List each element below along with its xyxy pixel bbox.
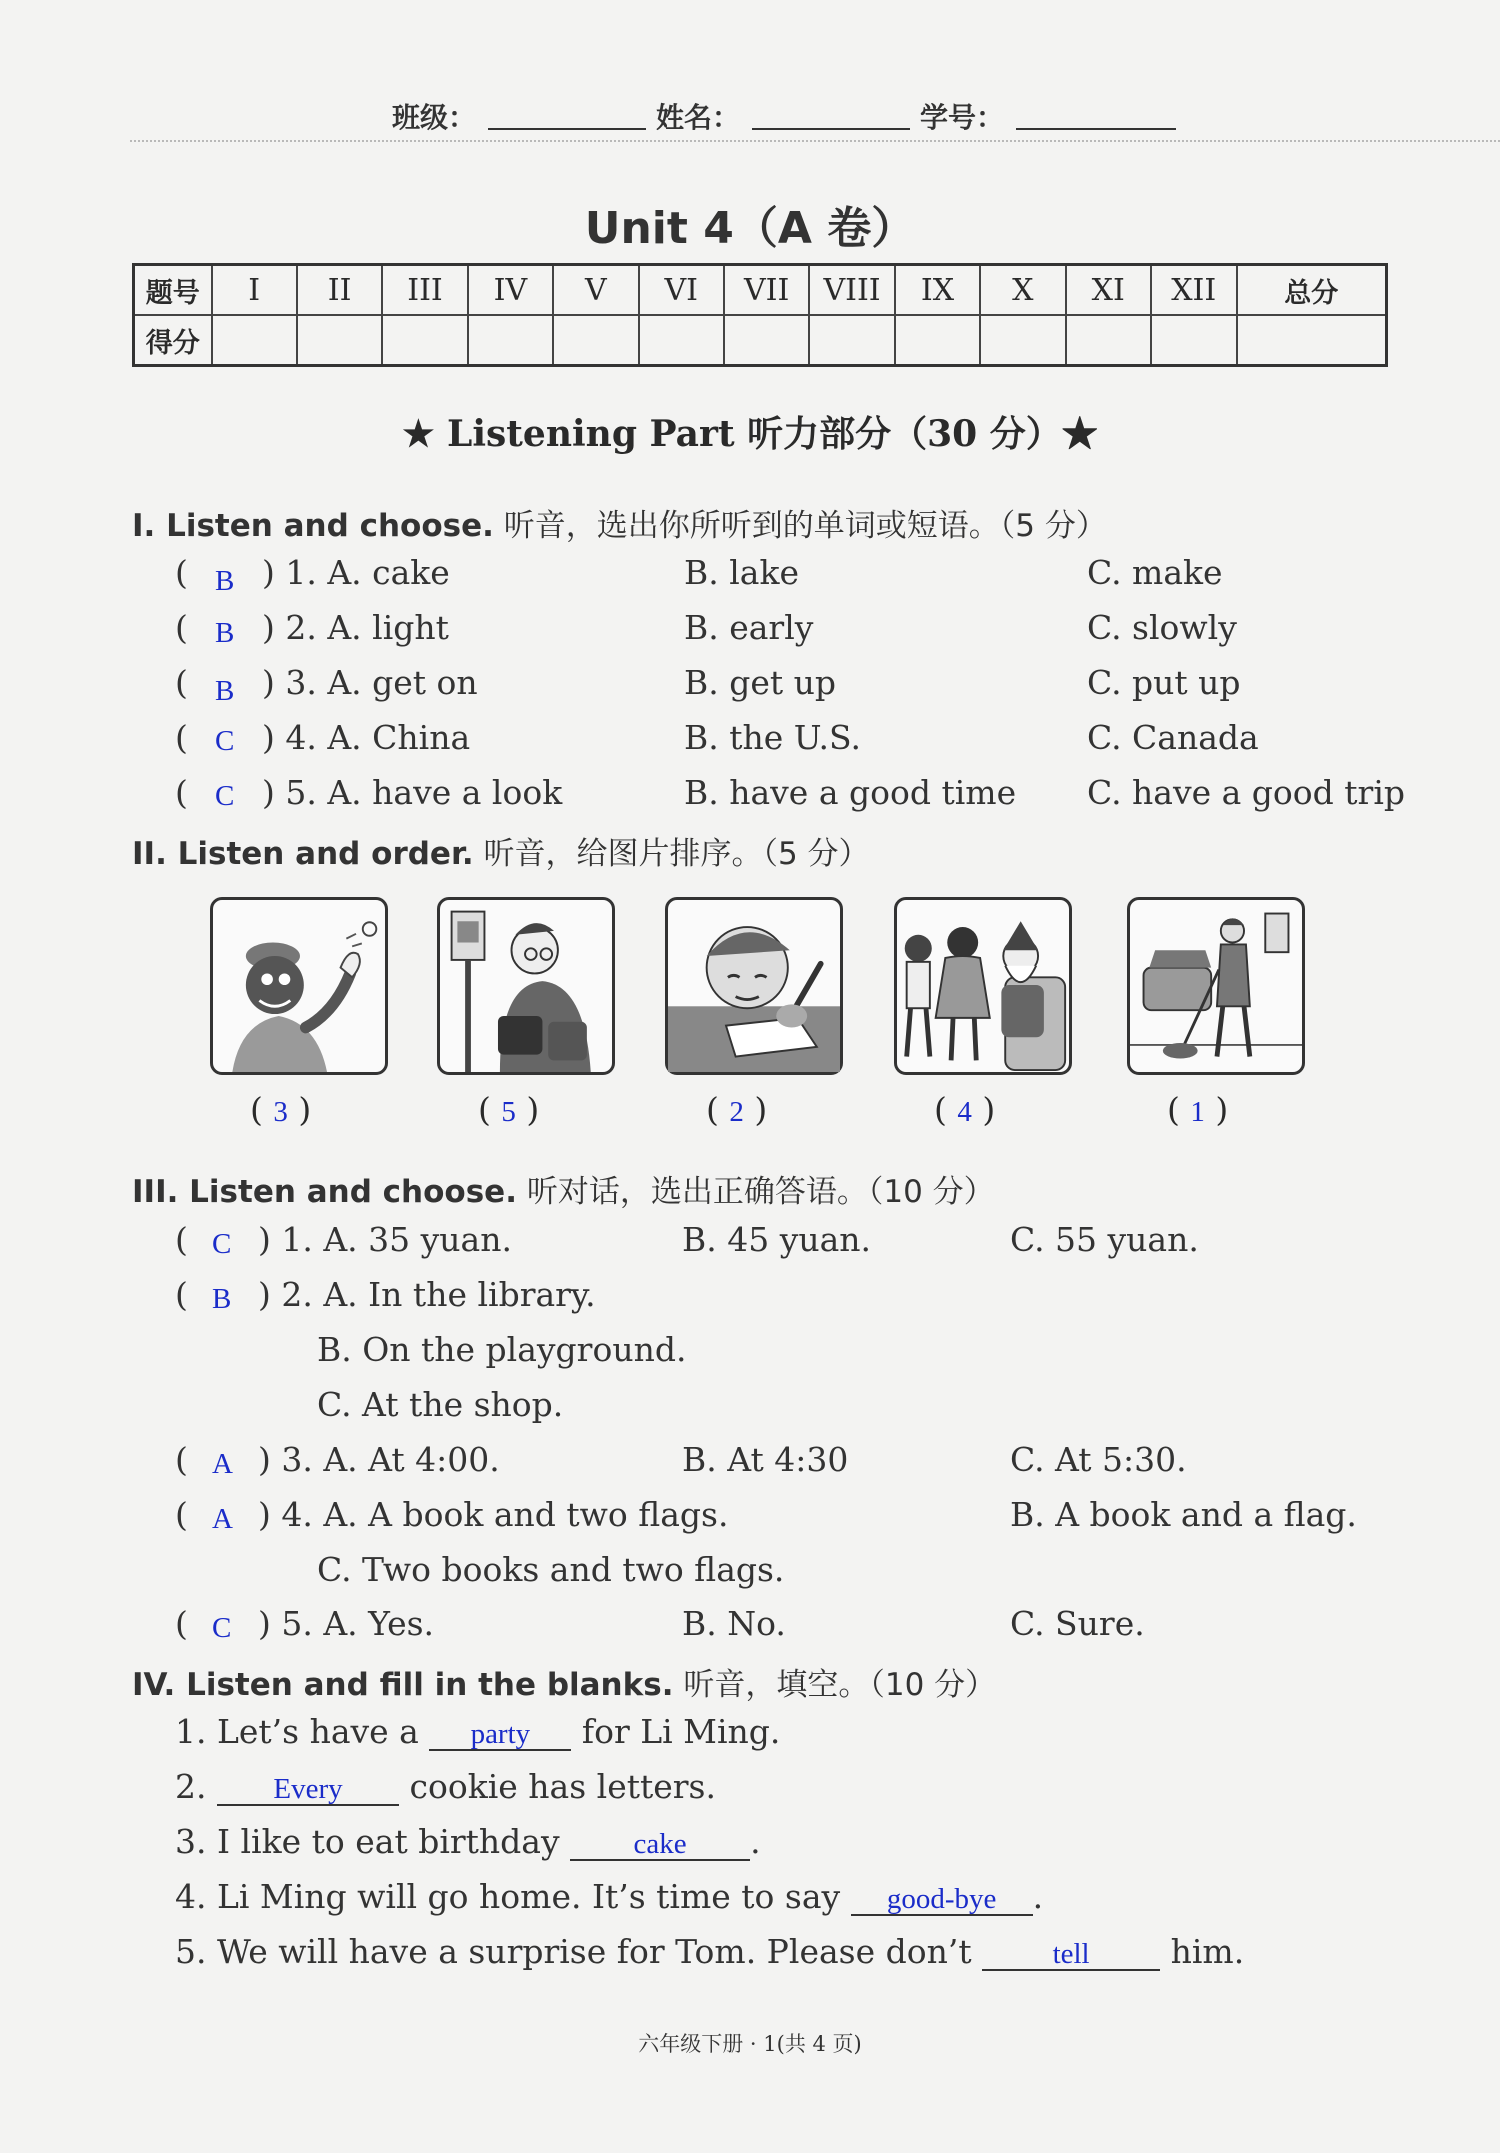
s4-blank-5[interactable]: tell: [982, 1939, 1160, 1971]
score-cell[interactable]: [382, 315, 467, 366]
s3-option-a: ) 2. A. In the library.: [258, 1275, 596, 1314]
s3-option-a: ) 5. A. Yes.: [258, 1604, 435, 1643]
section-3-heading-en: III. Listen and choose.: [132, 1174, 517, 1210]
picture-4-answer[interactable]: ( 4 ): [934, 1090, 996, 1129]
section-4-heading-zh: 听音，填空。（10 分）: [683, 1667, 997, 1703]
s3-q3: (: [175, 1440, 188, 1479]
section-1-heading-en: I. Listen and choose.: [132, 508, 494, 544]
man-at-bus-stop-icon: [440, 900, 612, 1072]
column-label: XI: [1066, 265, 1151, 316]
s4-item-4-after: .: [1032, 1877, 1044, 1916]
s1-option-b: B. get up: [684, 663, 837, 702]
s1-option-c: C. slowly: [1087, 608, 1237, 647]
s4-item-5-before: 5. We will have a surprise for Tom. Please don’t: [175, 1932, 972, 1971]
s3-option-a: ) 3. A. At 4:00.: [258, 1440, 500, 1479]
s1-option-c: C. make: [1087, 553, 1223, 592]
s1-answer-4[interactable]: C: [215, 725, 235, 757]
s3-option-b: B. 45 yuan.: [682, 1220, 872, 1259]
score-cell[interactable]: [895, 315, 980, 366]
picture-man-waving: [210, 897, 388, 1075]
section-1-heading: [132, 500, 1107, 545]
score-table-score-row: [134, 315, 1387, 366]
s1-option-c: C. have a good trip: [1087, 773, 1405, 812]
column-label: VIII: [809, 265, 894, 316]
column-label: VII: [724, 265, 809, 316]
s3-q2: (: [175, 1275, 188, 1314]
picture-2-answer[interactable]: ( 5 ): [478, 1090, 540, 1129]
total-label: 总分: [1237, 265, 1387, 316]
s1-answer-5[interactable]: C: [215, 780, 235, 812]
s1-option-b: B. have a good time: [684, 773, 1017, 812]
s4-item-3-before: 3. I like to eat birthday: [175, 1822, 560, 1861]
score-cell[interactable]: [639, 315, 724, 366]
s4-item-2-after: cookie has letters.: [409, 1767, 716, 1806]
score-cell[interactable]: [1066, 315, 1151, 366]
s4-item-1-before: 1. Let’s have a: [175, 1712, 419, 1751]
column-label: IX: [895, 265, 980, 316]
picture-1-order: 3: [273, 1096, 288, 1128]
s3-option-b: B. On the playground.: [317, 1330, 687, 1369]
s4-blank-2[interactable]: Every: [217, 1774, 399, 1806]
column-label: II: [297, 265, 382, 316]
s3-option-b: B. A book and a flag.: [1010, 1495, 1357, 1534]
picture-woman-vacuuming: [1127, 897, 1305, 1075]
class-blank[interactable]: [488, 128, 646, 130]
boy-writing-icon: [668, 900, 840, 1072]
s1-item-3: (: [175, 663, 188, 702]
s1-option-a: ) 2. A. light: [262, 608, 449, 647]
score-table: [132, 263, 1388, 367]
picture-1-answer[interactable]: ( 3 ): [250, 1090, 312, 1129]
score-cell[interactable]: [724, 315, 809, 366]
picture-5-answer[interactable]: ( 1 ): [1167, 1090, 1229, 1129]
score-label: 得分: [134, 315, 212, 366]
s1-answer-1[interactable]: B: [215, 565, 235, 597]
s4-item-3-after: .: [750, 1822, 761, 1861]
column-label: V: [553, 265, 638, 316]
section-2-heading-zh: 听音，给图片排序。（5 分）: [483, 836, 870, 872]
s4-item-5-after: him.: [1170, 1932, 1245, 1971]
s3-answer-1[interactable]: C: [212, 1228, 232, 1260]
s3-option-b: B. At 4:30: [682, 1440, 849, 1479]
s1-option-a: ) 5. A. have a look: [262, 773, 563, 812]
s1-item-5: (: [175, 773, 188, 812]
page-title: Unit 4（A 卷）: [584, 203, 916, 254]
student-number-label: 学号：: [920, 101, 1005, 134]
s3-q4: (: [175, 1495, 188, 1534]
column-label: I: [212, 265, 297, 316]
s4-blank-4[interactable]: good-bye: [851, 1884, 1033, 1916]
name-label: 姓名：: [656, 101, 741, 134]
s3-answer-4[interactable]: A: [212, 1503, 233, 1535]
picture-4-order: 4: [957, 1096, 972, 1128]
s3-option-c: C. Two books and two flags.: [317, 1550, 785, 1589]
s3-option-c: C. Sure.: [1010, 1604, 1145, 1643]
total-score-cell[interactable]: [1237, 315, 1387, 366]
s3-answer-2[interactable]: B: [212, 1283, 232, 1315]
s1-option-c: C. Canada: [1087, 718, 1259, 757]
picture-2-order: 5: [501, 1096, 516, 1128]
score-cell[interactable]: [980, 315, 1065, 366]
s4-item-1-after: for Li Ming.: [581, 1712, 781, 1751]
s3-q1: (: [175, 1220, 188, 1259]
woman-vacuuming-icon: [1130, 900, 1302, 1072]
column-label: VI: [639, 265, 724, 316]
score-table-header-row: [134, 265, 1387, 316]
s1-answer-2[interactable]: B: [215, 617, 235, 649]
s3-option-a: ) 1. A. 35 yuan.: [258, 1220, 512, 1259]
header-divider: [130, 140, 1500, 142]
question-number-label: 题号: [134, 265, 212, 316]
s1-item-1: (: [175, 553, 188, 592]
s1-option-b: B. the U.S.: [684, 718, 861, 757]
s3-option-c: C. At the shop.: [317, 1385, 564, 1424]
score-cell[interactable]: [468, 315, 553, 366]
section-3-heading-zh: 听对话，选出正确答语。（10 分）: [526, 1174, 995, 1210]
s4-item-1: [175, 1712, 780, 1751]
picture-man-at-bus-stop: [437, 897, 615, 1075]
children-with-santa-icon: [897, 900, 1069, 1072]
s4-item-2: [175, 1767, 716, 1806]
s3-answer-5[interactable]: C: [212, 1612, 232, 1644]
s3-option-b: B. No.: [682, 1604, 786, 1643]
s3-option-c: C. 55 yuan.: [1010, 1220, 1199, 1259]
picture-3-answer[interactable]: ( 2 ): [706, 1090, 768, 1129]
s1-option-b: B. early: [684, 608, 814, 647]
s1-option-a: ) 4. A. China: [262, 718, 471, 757]
score-cell[interactable]: [297, 315, 382, 366]
s3-option-a: ) 4. A. A book and two flags.: [258, 1495, 729, 1534]
column-label: IV: [468, 265, 553, 316]
name-blank[interactable]: [752, 128, 910, 130]
s1-item-2: (: [175, 608, 188, 647]
picture-children-with-santa: [894, 897, 1072, 1075]
man-waving-icon: [213, 900, 385, 1072]
listening-part-title: ★ Listening Part 听力部分（30 分）★: [402, 413, 1098, 455]
section-4-heading-en: IV. Listen and fill in the blanks.: [132, 1667, 674, 1703]
section-4-heading: [132, 1659, 996, 1704]
section-2-heading: [132, 828, 870, 873]
score-cell[interactable]: [809, 315, 894, 366]
s3-q5: (: [175, 1604, 188, 1643]
s4-item-4-before: 4. Li Ming will go home. It’s time to say: [175, 1877, 841, 1916]
column-label: X: [980, 265, 1065, 316]
s4-blank-3[interactable]: cake: [570, 1829, 750, 1861]
picture-boy-writing: [665, 897, 843, 1075]
picture-5-order: 1: [1190, 1096, 1205, 1128]
score-cell[interactable]: [212, 315, 297, 366]
s1-option-b: B. lake: [684, 553, 799, 592]
s1-answer-3[interactable]: B: [215, 675, 235, 707]
s4-item-2-before: 2.: [175, 1767, 207, 1806]
score-cell[interactable]: [553, 315, 638, 366]
section-3-heading: [132, 1166, 995, 1211]
s1-option-a: ) 3. A. get on: [262, 663, 478, 702]
s4-item-4: [175, 1877, 1043, 1916]
class-label: 班级：: [392, 101, 477, 134]
student-number-blank[interactable]: [1016, 128, 1176, 130]
section-2-heading-en: II. Listen and order.: [132, 836, 474, 872]
s4-blank-1[interactable]: party: [429, 1719, 571, 1751]
page-footer: 六年级下册 · 1(共 4 页): [638, 2032, 862, 2056]
s4-item-5: [175, 1932, 1244, 1971]
score-cell[interactable]: [1151, 315, 1237, 366]
s4-item-3: [175, 1822, 761, 1861]
section-1-heading-zh: 听音，选出你所听到的单词或短语。（5 分）: [503, 508, 1107, 544]
column-label: III: [382, 265, 467, 316]
s1-option-a: ) 1. A. cake: [262, 553, 450, 592]
s3-answer-3[interactable]: A: [212, 1448, 233, 1480]
column-label: XII: [1151, 265, 1237, 316]
s1-item-4: (: [175, 718, 188, 757]
picture-3-order: 2: [729, 1096, 744, 1128]
s1-option-c: C. put up: [1087, 663, 1241, 702]
s3-option-c: C. At 5:30.: [1010, 1440, 1187, 1479]
